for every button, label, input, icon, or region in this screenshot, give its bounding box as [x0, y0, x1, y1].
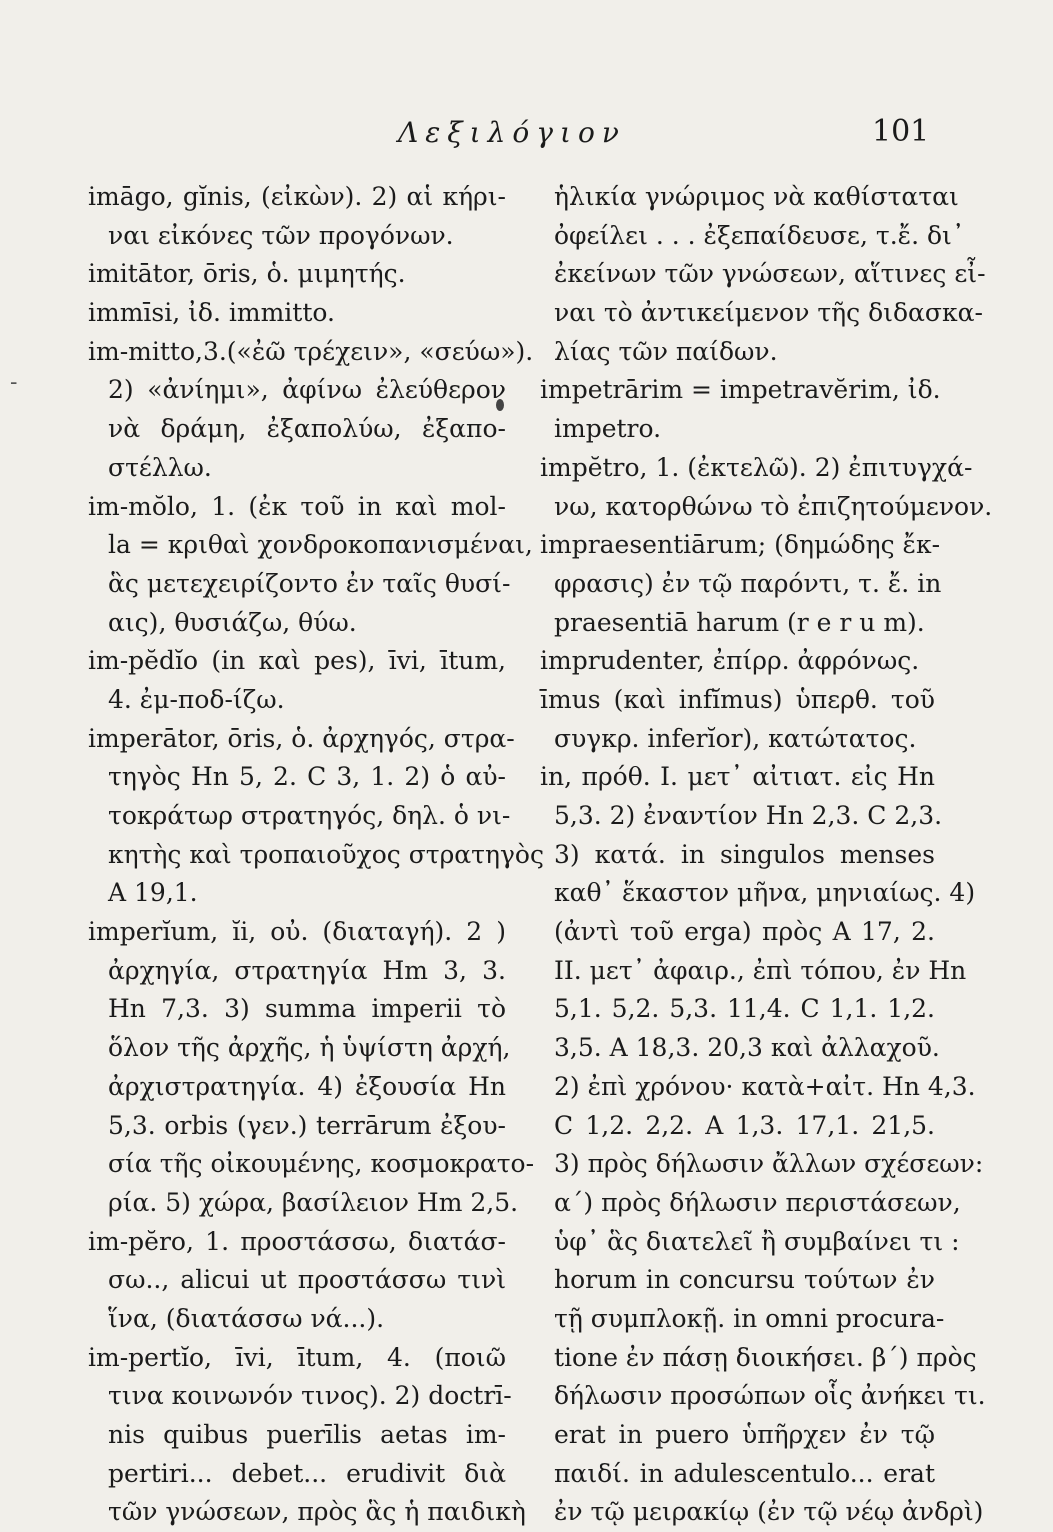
text-line: α΄) πρὸς δήλωσιν περιστάσεων, — [554, 1187, 961, 1217]
text-line: horum in concursu τούτων ἐν — [554, 1265, 935, 1295]
text-line: ὅλον τῆς ἀρχῆς, ἡ ὑψίστη ἀρχή, — [108, 1033, 511, 1063]
text-line: 2) «ἀνίημι», ἀφίνω ἐλεύθερον — [108, 375, 506, 405]
text-line: II. μετ᾿ ἀφαιρ., ἐπὶ τόπου, ἐν Hn — [554, 955, 967, 985]
text-line: σω.., alicui ut προστάσσω τινὶ — [108, 1265, 506, 1295]
text-line: νω, κατορθώνω τὸ ἐπιζητούμενον. — [554, 491, 993, 521]
text-line: ναι εἰκόνες τῶν προγόνων. — [108, 220, 454, 250]
text-line: τῇ συμπλοκῇ. in omni procura- — [554, 1303, 945, 1333]
text-line: τινα κοινωνόν τινος). 2) doctrī- — [108, 1381, 512, 1411]
text-line: im-pertĭo, īvi, ītum, 4. (ποιῶ — [88, 1342, 506, 1372]
text-line: impraesentiārum; (δημώδης ἔκ- — [540, 530, 941, 560]
text-line: ἵνα, (διατάσσω νά...). — [108, 1303, 385, 1333]
text-line: nis quibus puerīlis aetas im- — [108, 1420, 506, 1449]
text-line: erat in puero ὑπῆρχεν ἐν τῷ — [554, 1420, 935, 1449]
text-line: ἐν τῷ μειρακίῳ (ἐν τῷ νέῳ ἀνδρὶ) — [554, 1497, 984, 1527]
text-line: ἐκείνων τῶν γνώσεων, αἵτινες εἶ- — [554, 259, 986, 289]
text-line: ἀρχηγία, στρατηγία Hm 3, 3. — [108, 955, 506, 985]
text-line: A 19,1. — [108, 878, 198, 908]
text-line: νὰ δράμη, ἐξαπολύω, ἐξαπο- — [108, 414, 506, 444]
text-line: imperĭum, ĭi, οὐ. (διαταγή). 2 ) — [88, 917, 506, 947]
running-title: Λεξιλόγιον — [398, 116, 626, 149]
text-line: im-pĕdĭo (in καὶ pes), īvi, ītum, — [88, 646, 506, 676]
text-line: τῶν γνώσεων, πρὸς ἃς ἡ παιδικὴ — [108, 1497, 526, 1527]
text-line: C 1,2. 2,2. A 1,3. 17,1. 21,5. — [554, 1110, 935, 1140]
text-line: Hn 7,3. 3) summa imperii τὸ — [108, 994, 506, 1024]
text-line: 5,3. 2) ἐναντίον Hn 2,3. C 2,3. — [554, 801, 943, 830]
text-line: λίας τῶν παίδων. — [554, 336, 778, 366]
text-line: σία τῆς οἰκουμένης, κοσμοκρατο- — [108, 1149, 535, 1179]
text-line: 5,3. orbis (γεν.) terrārum ἐξου- — [108, 1110, 506, 1140]
text-line: τοκράτωρ στρατηγός, δηλ. ὁ νι- — [108, 801, 511, 830]
text-line: 3) πρὸς δήλωσιν ἄλλων σχέσεων: — [554, 1149, 984, 1179]
text-line: īmus (καὶ infĭmus) ὑπερθ. τοῦ — [540, 684, 935, 714]
text-line: τηγὸς Hn 5, 2. C 3, 1. 2) ὁ αὐ- — [108, 762, 506, 792]
page-number: 101 — [872, 114, 930, 149]
text-line: ναι τὸ ἀντικείμενον τῆς διδασκα- — [554, 298, 983, 328]
text-line: 5,1. 5,2. 5,3. 11,4. C 1,1. 1,2. — [554, 994, 935, 1024]
text-line: ἃς μετεχειρίζοντο ἐν ταῖς θυσί- — [108, 568, 511, 598]
text-line: la = κριθαὶ χονδροκοπανισμέναι, — [108, 530, 533, 560]
text-line: στέλλω. — [108, 452, 212, 482]
text-line: 2) ἐπὶ χρόνου· κατὰ+αἰτ. Hn 4,3. — [554, 1071, 976, 1101]
text-line: ρία. 5) χώρα, βασίλειον Hm 2,5. — [108, 1187, 519, 1217]
text-line: κητὴς καὶ τροπαιοῦχος στρατηγὸς — [108, 839, 544, 869]
text-line: imperātor, ōris, ὁ. ἀρχηγός, στρα- — [88, 723, 515, 753]
text-line: φρασις) ἐν τῷ παρόντι, τ. ἔ. in — [554, 568, 942, 598]
text-line: δήλωσιν προσώπων οἷς ἀνήκει τι. — [554, 1381, 986, 1411]
text-line: impetro. — [554, 414, 662, 444]
text-line: praesentiā harum (r e r u m). — [554, 607, 925, 637]
text-line: αις), θυσιάζω, θύω. — [108, 607, 357, 637]
text-line: imprudenter, ἐπίρρ. ἀφρόνως. — [540, 646, 920, 676]
text-line: imitātor, ōris, ὁ. μιμητής. — [88, 259, 406, 289]
text-line: παιδί. in adulescentulo... erat — [554, 1458, 935, 1488]
text-line: in, πρόθ. I. μετ᾿ αἰτιατ. εἰς Hn — [540, 762, 935, 792]
text-line: ἀρχιστρατηγία. 4) ἐξουσία Hn — [108, 1071, 506, 1101]
text-line: 3) κατά. in singulos menses — [554, 839, 935, 869]
page-header — [0, 112, 1053, 152]
text-line: (ἀντὶ τοῦ erga) πρὸς A 17, 2. — [554, 917, 935, 947]
text-line: impĕtro, 1. (ἐκτελῶ). 2) ἐπιτυγχά- — [540, 452, 973, 482]
margin-mark: - — [10, 370, 18, 395]
text-line: pertiri... debet... erudivit διὰ — [108, 1458, 506, 1488]
text-line: im-pĕro, 1. προστάσσω, διατάσ- — [88, 1226, 506, 1256]
text-line: imāgo, gĭnis, (εἰκὼν). 2) αἱ κήρι- — [88, 182, 506, 211]
text-line: impetrārim = impetravĕrim, ἰδ. — [540, 375, 941, 405]
text-line: ὑφ᾿ ἃς διατελεῖ ἢ συμβαίνει τι : — [554, 1226, 960, 1256]
text-line: συγκρ. inferĭor), κατώτατος. — [554, 723, 917, 753]
text-line: 4. ἐμ-ποδ-ίζω. — [108, 684, 285, 714]
text-line: im-mŏlo, 1. (ἐκ τοῦ in καὶ mol- — [88, 491, 506, 521]
left-column — [88, 178, 544, 1532]
text-line: καθ᾿ ἕκαστον μῆνα, μηνιαίως. 4) — [554, 878, 976, 908]
text-line: tione ἐν πάσῃ διοικήσει. β΄) πρὸς — [554, 1342, 977, 1372]
text-line: immīsi, ἰδ. immitto. — [88, 298, 335, 328]
text-line: 3,5. A 18,3. 20,3 καὶ ἀλλαχοῦ. — [554, 1033, 940, 1063]
text-line: ὀφείλει . . . ἐξεπαίδευσε, τ.ἔ. δι᾿ — [554, 220, 965, 250]
right-column — [540, 178, 993, 1532]
text-line: im-mitto,3.(«ἐῶ τρέχειν», «σεύω»). — [88, 336, 534, 366]
text-line: ἡλικία γνώριμος νὰ καθίσταται — [554, 182, 959, 211]
